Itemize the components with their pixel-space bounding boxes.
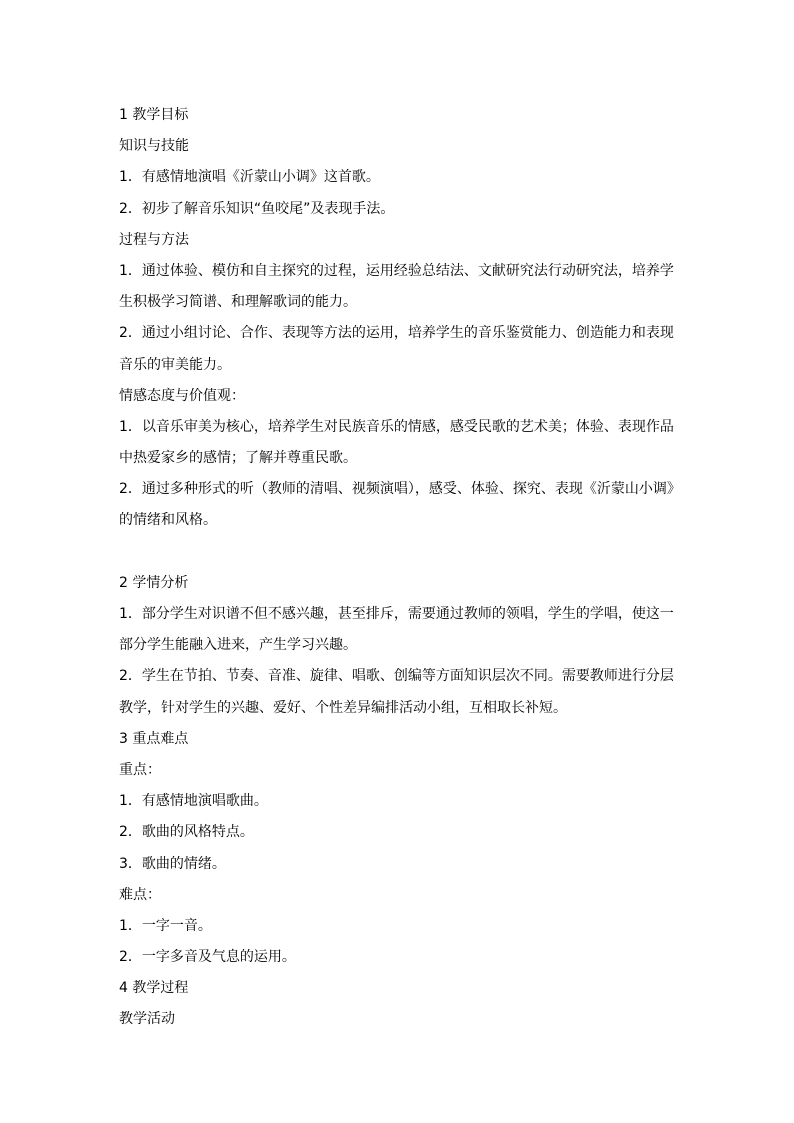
paragraph-line: 1．有感情地演唱《沂蒙山小调》这首歌。 — [119, 169, 380, 186]
paragraph-line: 2．通过多种形式的听（教师的清唱、视频演唱），感受、体验、探究、表现《沂蒙山小调》 — [119, 481, 681, 498]
paragraph-line: 教学，针对学生的兴趣、爱好、个性差异编排活动小组，互相取长补短。 — [119, 699, 567, 716]
paragraph-line: 2．通过小组讨论、合作、表现等方法的运用，培养学生的音乐鉴赏能力、创造能力和表现 — [119, 325, 674, 342]
subheading-teaching-activities: 教学活动 — [119, 1011, 175, 1028]
document-body — [119, 100, 679, 1036]
paragraph-line: 3．歌曲的情绪。 — [119, 855, 226, 872]
subheading-difficult-points: 难点： — [119, 886, 161, 903]
subheading-emotion-values: 情感态度与价值观： — [119, 387, 245, 404]
paragraph-line: 1．有感情地演唱歌曲。 — [119, 793, 268, 810]
paragraph-line: 1．通过体验、模仿和自主探究的过程，运用经验总结法、文献研究法行动研究法，培养学 — [119, 262, 674, 279]
paragraph-line: 2．学生在节拍、节奏、音准、旋律、唱歌、创编等方面知识层次不同。需要教师进行分层 — [119, 668, 674, 685]
paragraph-line: 生积极学习简谱、和理解歌词的能力。 — [119, 294, 357, 311]
paragraph-line: 部分学生能融入进来，产生学习兴趣。 — [119, 637, 357, 654]
section-heading-teaching-goals: 1 教学目标 — [119, 107, 189, 123]
paragraph-line: 2．一字多音及气息的运用。 — [119, 949, 296, 966]
paragraph-line: 1．一字一音。 — [119, 917, 212, 934]
section-gap — [119, 537, 679, 568]
section-heading-teaching-process: 4 教学过程 — [119, 980, 189, 997]
subheading-process-methods: 过程与方法 — [119, 231, 189, 248]
section-heading-key-difficult-points: 3 重点难点 — [119, 730, 189, 747]
subheading-knowledge-skills: 知识与技能 — [119, 138, 189, 155]
paragraph-line: 2．歌曲的风格特点。 — [119, 824, 254, 841]
paragraph-line: 的情绪和风格。 — [119, 512, 217, 529]
paragraph-line: 1．以音乐审美为核心，培养学生对民族音乐的情感，感受民歌的艺术美；体验、表现作品 — [119, 418, 674, 435]
paragraph-line: 中热爱家乡的感情；了解并尊重民歌。 — [119, 450, 357, 467]
subheading-key-points: 重点： — [119, 761, 161, 778]
paragraph-line: 2．初步了解音乐知识“鱼咬尾”及表现手法。 — [119, 200, 395, 217]
paragraph-line: 音乐的审美能力。 — [119, 356, 231, 373]
paragraph-line: 1．部分学生对识谱不但不感兴趣，甚至排斥，需要通过教师的领唱，学生的学唱，使这一 — [119, 606, 674, 622]
section-heading-student-analysis: 2 学情分析 — [119, 574, 189, 591]
